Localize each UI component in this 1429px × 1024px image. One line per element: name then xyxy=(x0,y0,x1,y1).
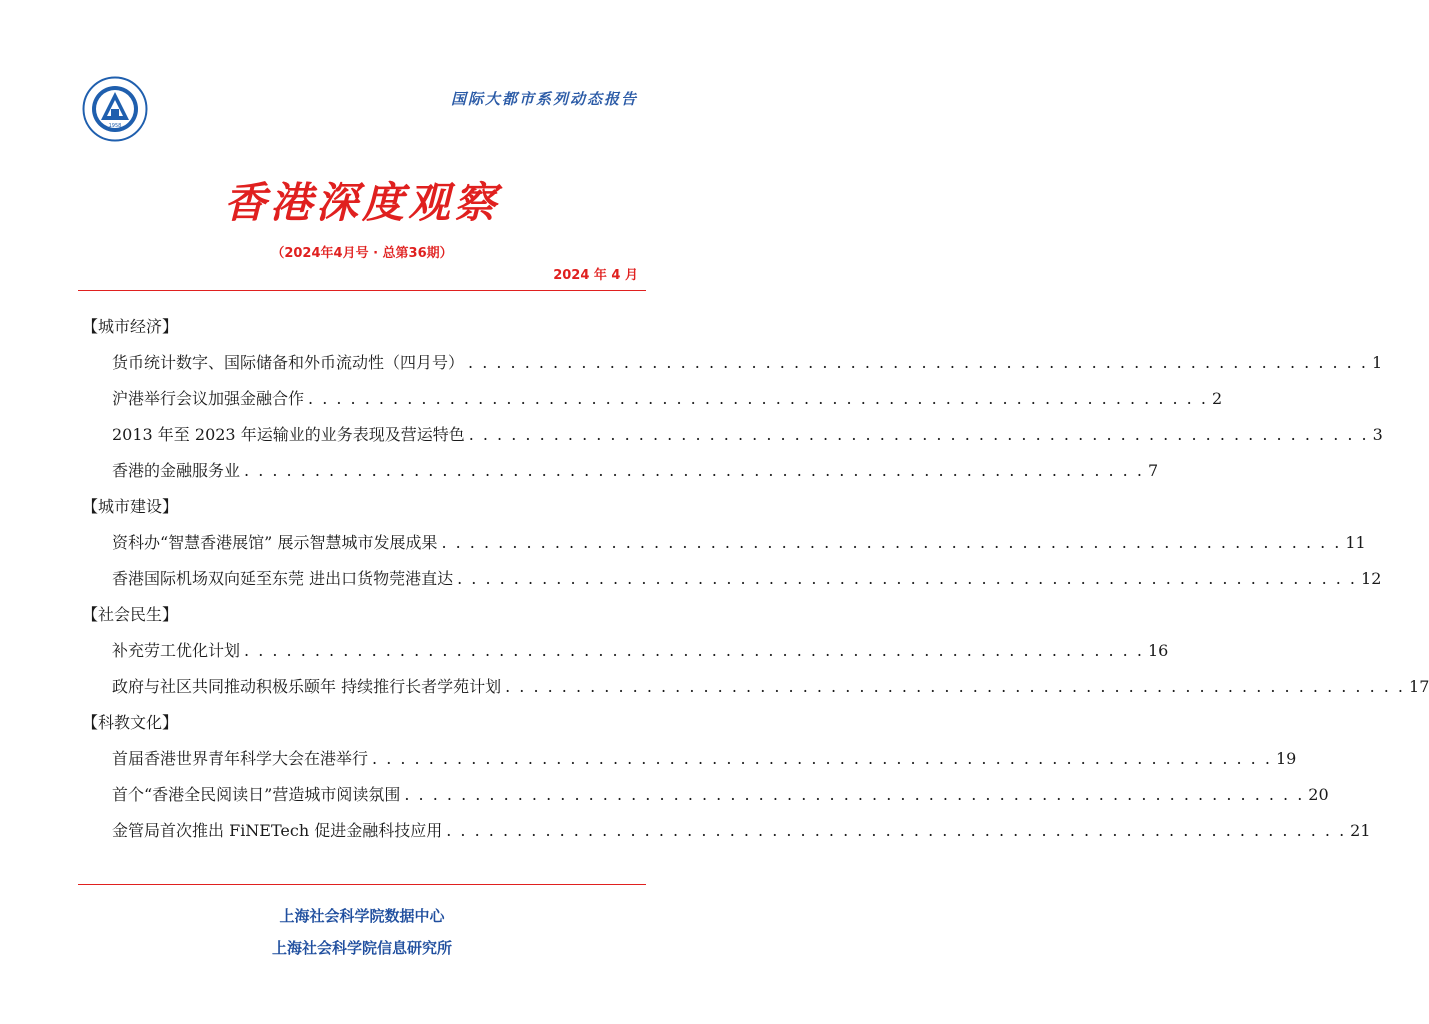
publisher-information-institute: 上海社会科学院信息研究所 xyxy=(271,939,452,957)
toc-item-title: 补充劳工优化计划 xyxy=(112,641,241,660)
toc-item-title: 首个“香港全民阅读日”营造城市阅读氛围 xyxy=(112,785,401,804)
toc-page-number: 1 xyxy=(1371,353,1383,372)
toc-leader-dots: . . . . . . . . . . . . . . . . . . . . . . . . . . . . . . . . . . . . . . . . . . . . . . . . . . . . . . . . . . . . . . . . xyxy=(468,425,1369,444)
toc-item-title: 香港国际机场双向延至东莞 进出口货物莞港直达 xyxy=(112,569,454,588)
toc-item-title: 金管局首次推出 FiNETech 促进金融科技应用 xyxy=(112,821,443,840)
toc-section-heading: 【科教文化】 xyxy=(82,713,179,732)
toc-leader-dots: . . . . . . . . . . . . . . . . . . . . . . . . . . . . . . . . . . . . . . . . . . . . . . . . . . . . . . . . . . . . . . . . xyxy=(441,533,1342,552)
toc-page-number: 3 xyxy=(1372,425,1383,444)
toc-leader-dots: . . . . . . . . . . . . . . . . . . . . . . . . . . . . . . . . . . . . . . . . . . . . . . . . . . . . . . . . . . . . . . . . xyxy=(244,641,1144,660)
toc-section-heading: 【城市经济】 xyxy=(82,317,179,336)
toc-item[interactable] xyxy=(82,781,1329,817)
toc-item-title: 货币统计数字、国际储备和外币流动性（四月号） xyxy=(112,353,465,372)
report-series-label: 国际大都市系列动态报告 xyxy=(450,90,638,108)
academy-logo xyxy=(82,76,148,142)
toc-item[interactable] xyxy=(82,565,1382,601)
toc-item-title: 首届香港世界青年科学大会在港举行 xyxy=(112,749,369,768)
toc-item[interactable] xyxy=(82,457,1159,493)
toc-item-title: 政府与社区共同推动积极乐颐年 持续推行长者学苑计划 xyxy=(112,677,502,696)
toc-page-number: 12 xyxy=(1361,569,1382,588)
toc-leader-dots: . . . . . . . . . . . . . . . . . . . . . . . . . . . . . . . . . . . . . . . . . . . . . . . . . . . . . . . . . . . . . . . . xyxy=(372,749,1272,768)
top-divider xyxy=(78,290,646,291)
toc-page-number: 16 xyxy=(1147,641,1169,660)
toc-item[interactable] xyxy=(82,385,1223,421)
toc-item-title: 香港的金融服务业 xyxy=(112,461,241,480)
toc-leader-dots: . . . . . . . . . . . . . . . . . . . . . . . . . . . . . . . . . . . . . . . . . . . . . . . . . . . . . . . . . . . . . . . . xyxy=(468,353,1368,372)
toc-leader-dots: . . . . . . . . . . . . . . . . . . . . . . . . . . . . . . . . . . . . . . . . . . . . . . . . . . . . . . . . . . . . . . . . xyxy=(446,821,1347,840)
issue-number: （2024年4月号 · 总第36期） xyxy=(271,246,453,261)
toc-item-title: 资科办“智慧香港展馆” 展示智慧城市发展成果 xyxy=(112,533,438,552)
toc-item[interactable] xyxy=(82,637,1169,673)
publisher-data-center: 上海社会科学院数据中心 xyxy=(279,907,445,925)
logo-year: 1958 xyxy=(108,123,122,129)
toc-item-title: 沪港举行会议加强金融合作 xyxy=(112,389,305,408)
toc-page-number: 21 xyxy=(1350,821,1371,840)
toc-item[interactable] xyxy=(82,529,1366,565)
toc-item[interactable] xyxy=(82,745,1297,781)
toc-item[interactable] xyxy=(82,421,1383,457)
toc-page-number: 2 xyxy=(1211,389,1223,408)
toc-leader-dots: . . . . . . . . . . . . . . . . . . . . . . . . . . . . . . . . . . . . . . . . . . . . . . . . . . . . . . . . . . . . . . . . xyxy=(457,569,1358,588)
toc-item[interactable] xyxy=(82,349,1383,385)
toc-page-number: 11 xyxy=(1345,533,1366,552)
toc-leader-dots: . . . . . . . . . . . . . . . . . . . . . . . . . . . . . . . . . . . . . . . . . . . . . . . . . . . . . . . . . . . . . . . . xyxy=(308,389,1208,408)
bottom-divider xyxy=(78,884,646,885)
toc-section-heading: 【社会民生】 xyxy=(82,605,179,624)
toc-item-title: 2013 年至 2023 年运输业的业务表现及营运特色 xyxy=(112,425,465,444)
toc-section-heading: 【城市建设】 xyxy=(82,497,179,516)
toc-page-number: 19 xyxy=(1275,749,1297,768)
toc-leader-dots: . . . . . . . . . . . . . . . . . . . . . . . . . . . . . . . . . . . . . . . . . . . . . . . . . . . . . . . . . . . . . . . . xyxy=(244,461,1144,480)
toc-item[interactable] xyxy=(82,817,1371,853)
toc-page-number: 7 xyxy=(1147,461,1159,480)
toc-page-number: 17 xyxy=(1409,677,1429,696)
publication-date: 2024 年 4 月 xyxy=(553,268,638,283)
toc-item[interactable] xyxy=(82,673,1429,709)
table-of-contents xyxy=(82,313,1429,853)
toc-page-number: 20 xyxy=(1308,785,1329,804)
report-title: 香港深度观察 xyxy=(223,178,500,227)
toc-leader-dots: . . . . . . . . . . . . . . . . . . . . . . . . . . . . . . . . . . . . . . . . . . . . . . . . . . . . . . . . . . . . . . . . xyxy=(505,677,1406,696)
toc-leader-dots: . . . . . . . . . . . . . . . . . . . . . . . . . . . . . . . . . . . . . . . . . . . . . . . . . . . . . . . . . . . . . . . . xyxy=(404,785,1305,804)
